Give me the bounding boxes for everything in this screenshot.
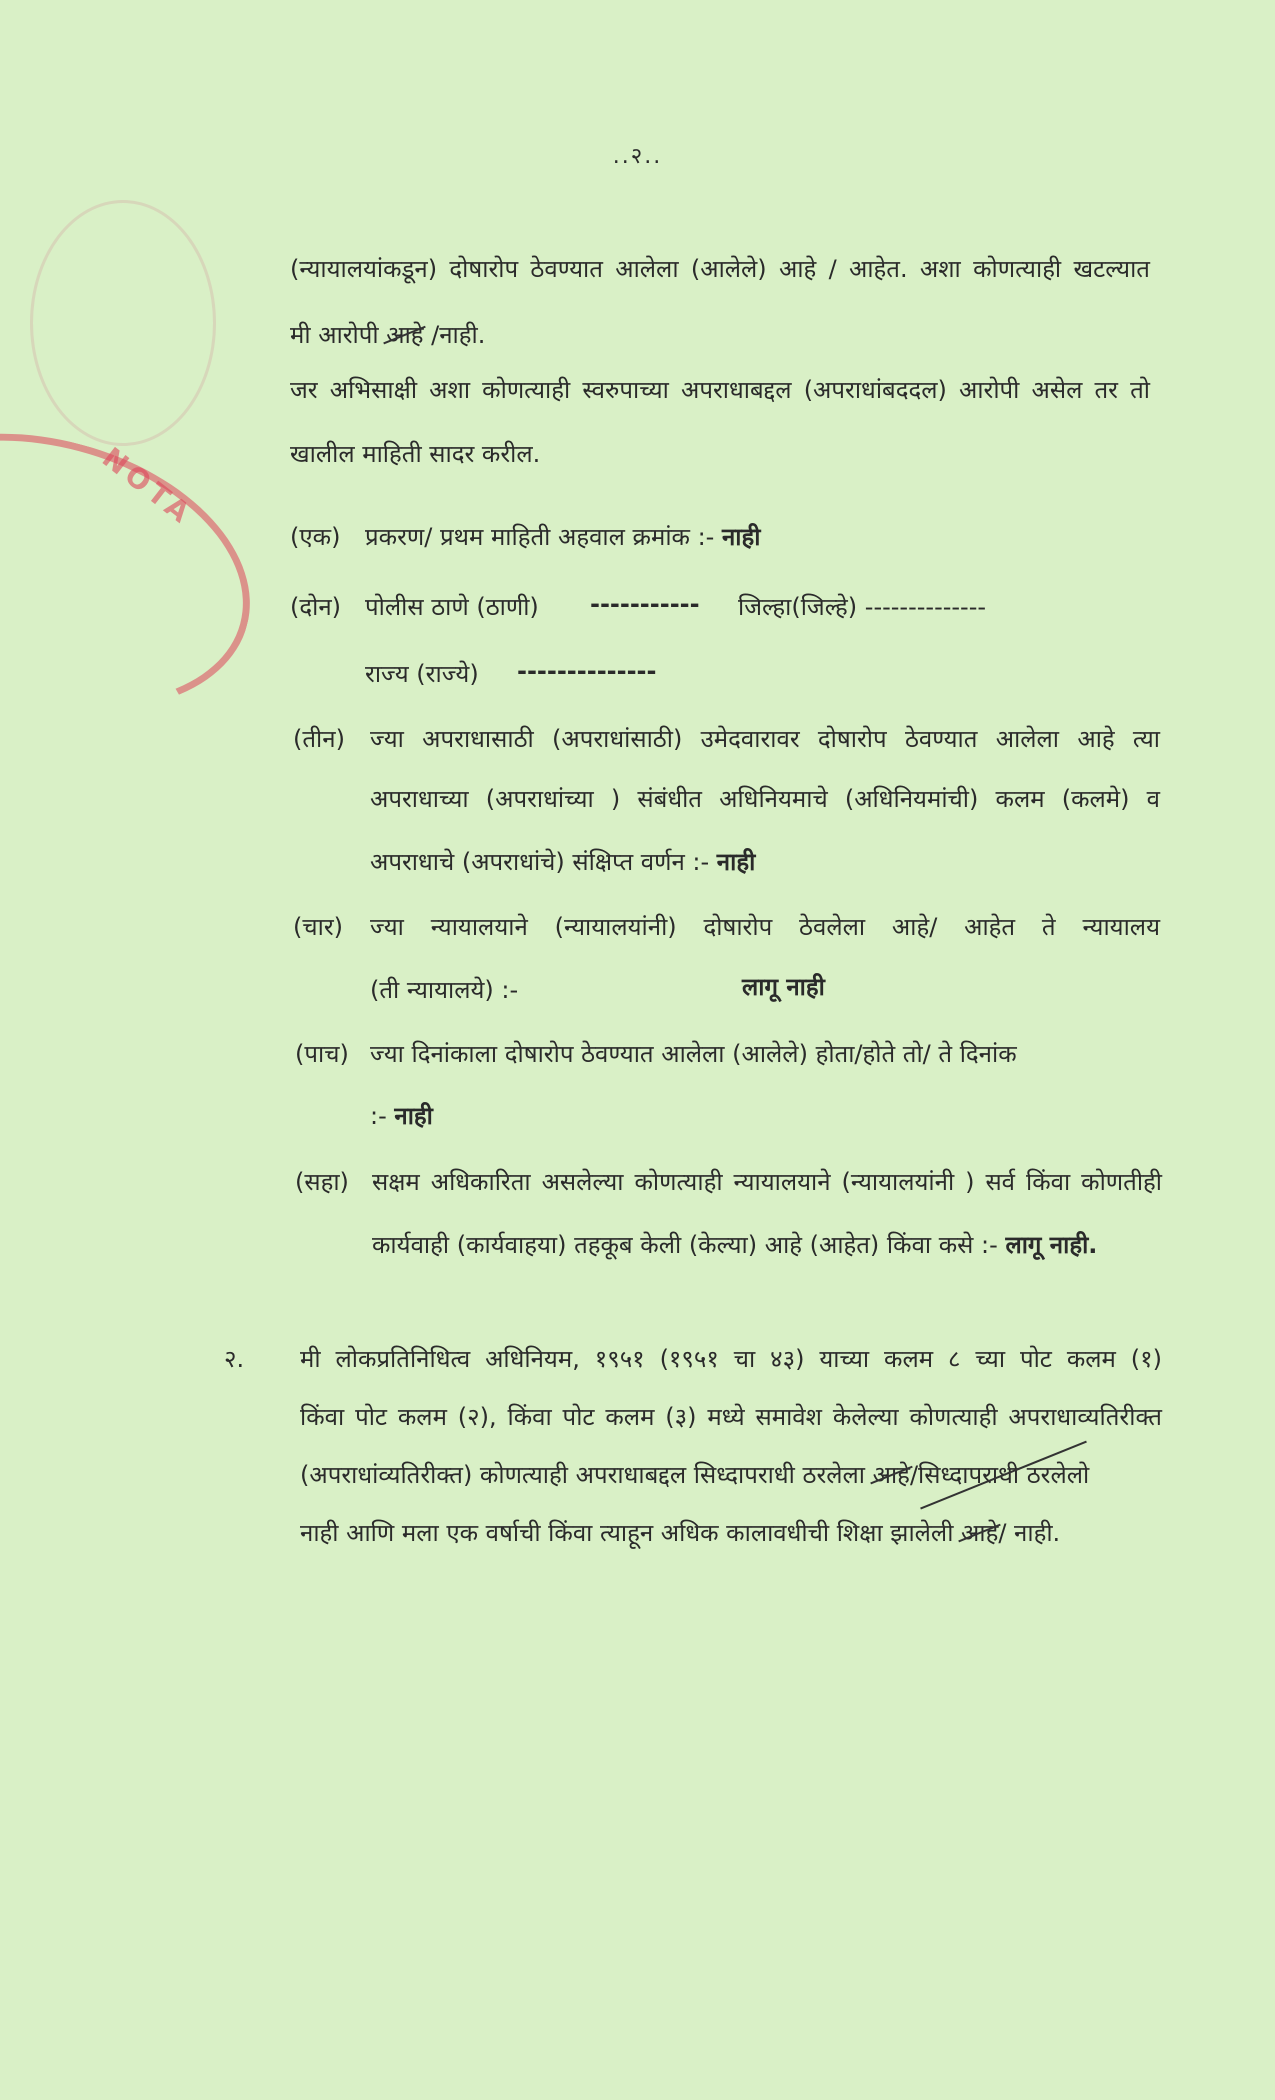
notary-stamp-text: NOTA [96, 440, 200, 533]
struck-text: सिध्दापराधी ठरलेलो [918, 1461, 1090, 1489]
intro-line-2-end: /नाही. [423, 321, 486, 349]
item-teen-label: अपराधाचे (अपराधांचे) संक्षिप्त वर्णन :- [370, 848, 710, 876]
section-2-line-4 [300, 1516, 1060, 1549]
item-pach-label: :- [370, 1102, 387, 1130]
intro-line-2 [290, 318, 485, 351]
item-don-state: राज्य (राज्ये) [365, 660, 479, 688]
struck-text: आहे [872, 1461, 910, 1489]
item-don-state-dash: -------------- [517, 657, 657, 685]
section-2-line-1: मी लोकप्रतिनिधित्व अधिनियम, १९५१ (१९५१ चा ४३) याच्या कलम ८ च्या पोट कलम (१) [300, 1345, 1162, 1373]
struck-text: आहे [961, 1519, 999, 1547]
intro-line-1: (न्यायालयांकडून) दोषारोप ठेवण्यात आलेला (आलेले) आहे / आहेत. अशा कोणत्याही खटल्यात [290, 255, 1150, 283]
item-teen-number: (तीन) [293, 725, 345, 753]
item-saha-line-2 [372, 1228, 1097, 1261]
intro-line-3: जर अभिसाक्षी अशा कोणत्याही स्वरुपाच्या अपराधाबद्दल (अपराधांबददल) आरोपी असेल तर तो [290, 376, 1150, 404]
item-pach-line-2 [370, 1099, 433, 1132]
item-pach-line-1: ज्या दिनांकाला दोषारोप ठेवण्यात आलेला (आलेले) होता/होते तो/ ते दिनांक [370, 1040, 1017, 1068]
item-don-district: जिल्हा(जिल्हे) -------------- [738, 593, 987, 621]
section-2-line-2: किंवा पोट कलम (२), किंवा पोट कलम (३) मध्ये समावेश केलेल्या कोणत्याही अपराधाव्यतिरीक्त [300, 1403, 1162, 1431]
item-ek-text [365, 520, 760, 553]
item-ek-answer: नाही [721, 523, 761, 551]
struck-text: आहे [386, 321, 424, 349]
notary-stamp [0, 391, 281, 753]
section-2-line-3 [300, 1458, 1089, 1491]
section-2-line-4-end: / नाही. [998, 1519, 1061, 1547]
item-don-police-station: पोलीस ठाणे (ठाणी) [365, 593, 539, 621]
item-teen-line-1: ज्या अपराधासाठी (अपराधांसाठी) उमेदवारावर दोषारोप ठेवण्यात आलेला आहे त्या [370, 725, 1160, 753]
section-2-slash: / [909, 1461, 919, 1489]
item-teen-line-2: अपराधाच्या (अपराधांच्या ) संबंधीत अधिनियमाचे (अधिनियमांची) कलम (कलमे) व [370, 785, 1160, 813]
intro-line-4: खालील माहिती सादर करील. [290, 440, 541, 468]
item-don-number: (दोन) [290, 593, 342, 621]
intro-line-2-start: मी आरोपी [290, 321, 387, 349]
item-saha-answer: लागू नाही. [1005, 1231, 1098, 1259]
item-pach-answer: नाही [394, 1102, 433, 1130]
item-saha-label: कार्यवाही (कार्यवाहया) तहकूब केली (केल्या) आहे (आहेत) किंवा कसे :- [372, 1231, 998, 1259]
page-number: ..२.. [612, 144, 663, 169]
item-teen-line-3 [370, 845, 755, 878]
item-char-number: (चार) [293, 913, 343, 941]
item-pach-number: (पाच) [295, 1040, 349, 1068]
section-2-line-3-start: (अपराधांव्यतिरीक्त) कोणत्याही अपराधाबद्दल सिध्दापराधी ठरलेला [300, 1461, 873, 1489]
item-char-answer: लागू नाही [742, 973, 825, 1001]
item-char-line-2: (ती न्यायालये) :- [370, 976, 519, 1004]
section-2-number: २. [224, 1345, 245, 1373]
item-ek-label: प्रकरण/ प्रथम माहिती अहवाल क्रमांक :- [365, 523, 715, 551]
item-ek-number: (एक) [290, 523, 341, 551]
item-char-line-1: ज्या न्यायालयाने (न्यायालयांनी) दोषारोप ठेवलेला आहे/ आहेत ते न्यायालय [370, 913, 1160, 941]
item-saha-line-1: सक्षम अधिकारिता असलेल्या कोणत्याही न्यायालयाने (न्यायालयांनी ) सर्व किंवा कोणतीही [372, 1168, 1162, 1196]
faint-seal-stamp [30, 200, 216, 446]
item-saha-number: (सहा) [295, 1168, 349, 1196]
section-2-line-4-start: नाही आणि मला एक वर्षाची किंवा त्याहून अधिक कालावधीची शिक्षा झालेली [300, 1519, 962, 1547]
item-teen-answer: नाही [716, 848, 756, 876]
item-don-dash: ----------- [590, 590, 700, 618]
